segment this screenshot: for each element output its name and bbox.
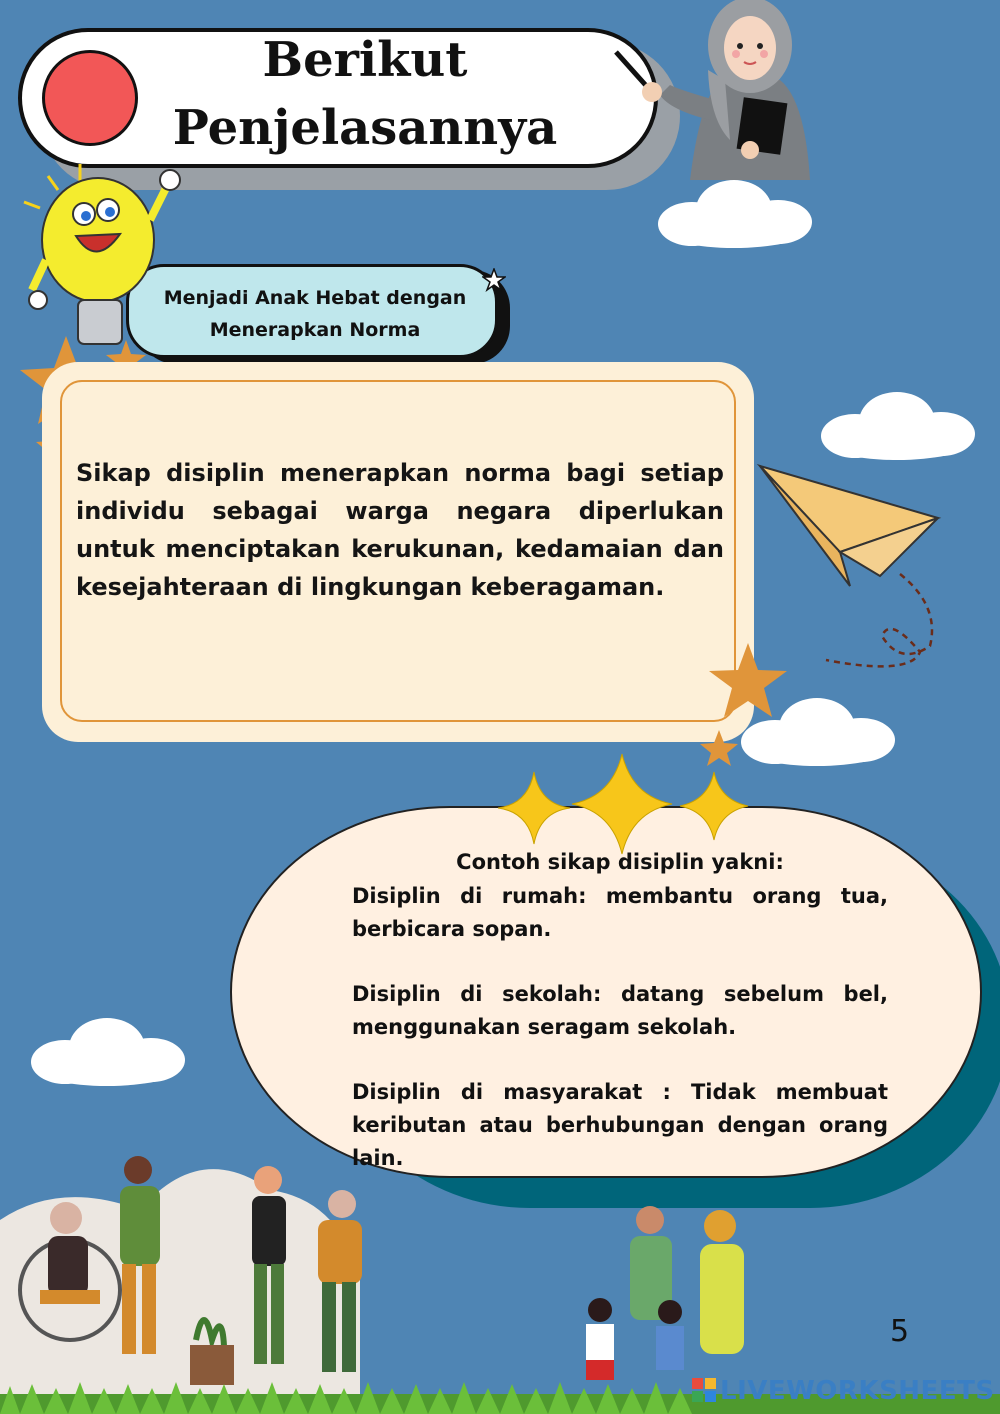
page-title-line2: Penjelasannya [172, 100, 558, 156]
page-title-line1: Berikut [262, 32, 468, 88]
cloud-icon [25, 1012, 190, 1092]
card-paragraph: Sikap disiplin menerapkan norma bagi setiap individu sebagai warga negara diperlukan untuk menciptakan kerukunan, kedamaian dan kesejahteraan di lingkungan keberagaman. [76, 459, 724, 601]
bubble-heading: Contoh sikap disiplin yakni: [456, 850, 784, 874]
subtitle-line2: Menerapkan Norma [209, 319, 421, 341]
cloud-icon [652, 176, 817, 251]
bubble-list [352, 880, 888, 1207]
cloud-icon [815, 388, 980, 463]
liveworksheets-logo-icon [692, 1378, 716, 1402]
people-illustration-icon [0, 1140, 400, 1400]
list-item: Disiplin di rumah: membantu orang tua, berbicara sopan. [352, 884, 888, 941]
children-illustration-icon [560, 1200, 780, 1400]
subtitle-line1: Menjadi Anak Hebat dengan [163, 287, 467, 309]
page-number: 5 [890, 1314, 910, 1349]
red-circle-icon [42, 50, 138, 146]
star-icon [482, 268, 506, 292]
list-item: Disiplin di sekolah: datang sebelum bel, menggunakan seragam sekolah. [352, 982, 888, 1039]
paper-plane-icon [750, 456, 950, 686]
list-item: Disiplin di masyarakat : Tidak membuat keributan atau berhubungan dengan orang lain. [352, 1080, 888, 1170]
lightbulb-mascot-icon [10, 150, 190, 360]
page-title [150, 26, 580, 162]
watermark[interactable]: LIVEWORKSHEETS [720, 1376, 995, 1406]
